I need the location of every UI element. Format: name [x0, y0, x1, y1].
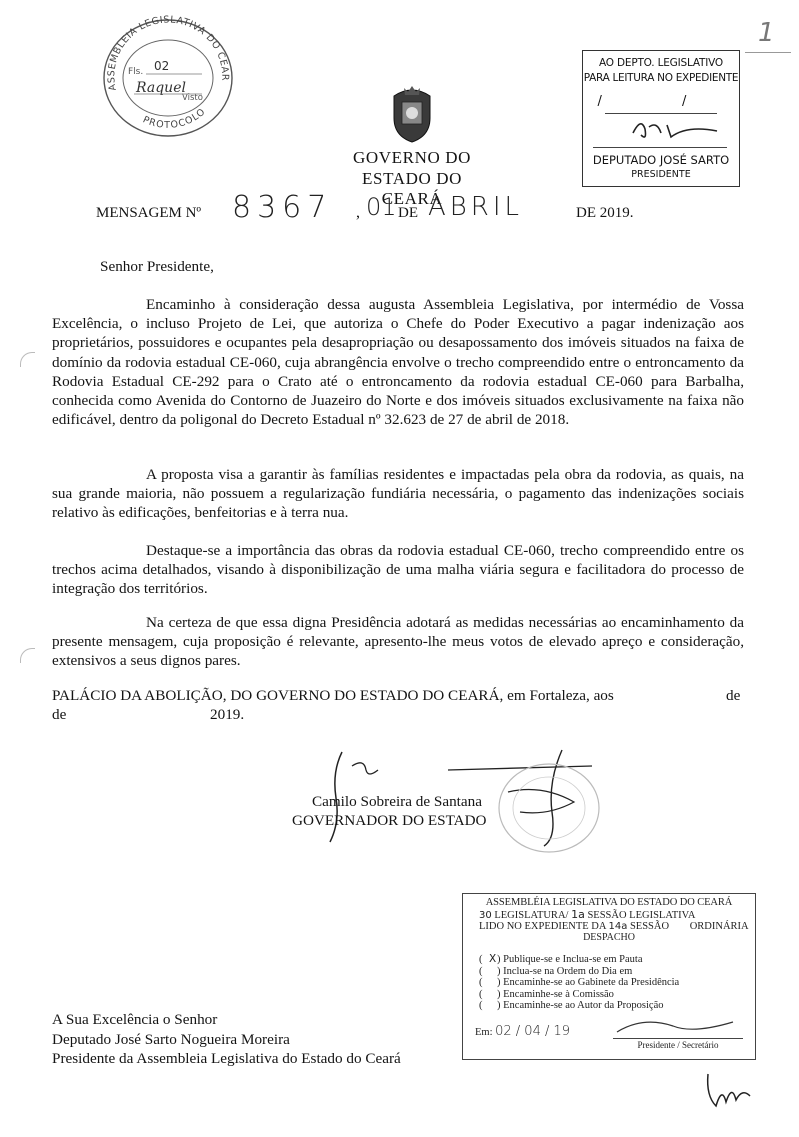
date-label: Em:: [475, 1027, 493, 1038]
expediente-role: PRESIDENTE: [631, 169, 691, 180]
despacho-option: ( X) Publique-se e Inclua-se em Pauta: [479, 953, 643, 965]
session2-label: SESSÃO: [629, 921, 670, 932]
letterhead-line1: GOVERNO DO: [353, 148, 471, 167]
despacho-options: [479, 954, 679, 1012]
paragraph-1: Encaminho à consideração dessa augusta Assembleia Legislativa, por intermédio de Vossa Excelência, o incluso Projeto de Lei, que autoriza o Chefe do Poder Executivo a pagar indenização aos proprietários, possuidores e ocupantes pela desapropriação ou desapossamento dos imóveis situados na faixa de domínio da rodovia estadual CE-060, cuja abrangência envolve o trecho compreendido entre o entroncamento da Rodovia Estadual CE-292 para o Crato até o entroncamento da rodovia estadual CE-060 para Barbalha, conhecida como Avenida do Contorno de Juazeiro do Norte e dos imóveis situados exclusivamente na faixa não edificável, dentro da poligonal do Decreto Estadual nº 32.623 de 27 de abril de 2018.: [52, 296, 744, 429]
despacho-option: ( ) Encaminhe-se ao Autor da Proposição: [479, 1000, 664, 1012]
fls-value: 02: [154, 59, 170, 73]
expediente-signature: [627, 115, 723, 145]
date-value: 02 / 04 / 19: [495, 1024, 571, 1039]
coat-of-arms: [388, 82, 436, 144]
legislature-label: LEGISLATURA/: [494, 910, 569, 921]
governor-seal: [494, 758, 604, 858]
signer-name: Camilo Sobreira de Santana: [312, 793, 482, 810]
mensagem-month: ABRIL: [428, 192, 524, 222]
despacho-option: ( ) Encaminhe-se ao Gabinete da Presidência: [479, 977, 680, 989]
visto-label: Visto: [182, 93, 203, 103]
mensagem-de: DE: [398, 205, 418, 221]
expediente-date-blank: / /: [597, 94, 725, 109]
ordinaria-label: ORDINÁRIA: [689, 921, 749, 932]
addressee: [52, 1010, 401, 1069]
session2-num: 14a: [608, 921, 628, 932]
despacho-role: Presidente / Secretário: [637, 1040, 719, 1050]
protocol-stamp-graphic: [98, 12, 238, 140]
signer-title: GOVERNADOR DO ESTADO: [292, 812, 487, 829]
page-number-underline: [745, 52, 791, 53]
session-num: 1a: [571, 908, 585, 921]
palace-line1: PALÁCIO DA ABOLIÇÃO, DO GOVERNO DO ESTADO DO CEARÁ, em Fortaleza, aos: [52, 687, 614, 704]
paragraph-4: Na certeza de que essa digna Presidência adotará as medidas necessárias ao encaminhamento da presente mensagem, cuja proposição é relevante, apresento-lhe meus votos de elevado apreço e consideração, extensivos a seus dignos pares.: [52, 614, 744, 670]
despacho-date: [475, 1024, 570, 1039]
paragraph-3: Destaque-se a importância das obras da rodovia estadual CE-060, trecho compreendido entre os trechos acima detalhados, visando à disponibilização de uma malha viária segura e facilitadora do processo de integração dos territórios.: [52, 542, 744, 598]
letterhead-line2: ESTADO DO CEARÁ: [362, 169, 462, 208]
expediente-stamp: [582, 50, 740, 187]
addressee-line1: A Sua Excelência o Senhor: [52, 1011, 218, 1028]
despacho-title: DESPACHO: [583, 932, 635, 943]
mensagem-sep: ,: [356, 204, 360, 221]
protocol-signature: Raquel: [136, 80, 186, 96]
mensagem-number: 8367: [232, 190, 333, 225]
punch-mark-2: [20, 648, 35, 663]
palace-line1-end: de: [726, 687, 741, 704]
paragraph-2: A proposta visa a garantir às famílias residentes e impactadas pela obra da rodovia, as quais, na sua grande maioria, não possuem a regularização fundiária necessária, o pagamento das indenizações sociais relativo às edificações, benfeitorias e à terra nua.: [52, 466, 744, 522]
expediente-signer: DEPUTADO JOSÉ SARTO: [592, 153, 730, 167]
palace-line2-start: de: [52, 706, 67, 723]
palace-line2-year: 2019.: [210, 706, 245, 723]
session-label: SESSÃO LEGISLATIVA: [587, 910, 696, 921]
despacho-signature: [613, 1012, 743, 1040]
page-number: 1: [758, 18, 775, 48]
despacho-stamp: [462, 893, 756, 1060]
protocol-bottom-text: PROTOCOLO: [141, 106, 208, 131]
despacho-line3: [463, 921, 755, 932]
despacho-line2: [463, 908, 755, 921]
protocol-ring-text: ASSEMBLEIA LEGISLATIVA DO CEAR: [106, 14, 231, 92]
despacho-option: ( ) Inclua-se na Ordem do Dia em: [479, 965, 633, 977]
checked-mark: X: [489, 953, 497, 965]
despacho-option: ( ) Encaminhe-se à Comissão: [479, 988, 614, 1000]
punch-mark-1: [20, 352, 35, 367]
despacho-line1: ASSEMBLÉIA LEGISLATIVA DO ESTADO DO CEARÁ: [485, 897, 733, 908]
protocol-stamp: [98, 12, 238, 140]
legislature-num: 30: [479, 910, 492, 921]
salutation: Senhor Presidente,: [100, 258, 214, 275]
mensagem-day: 01: [366, 193, 397, 221]
initials-scribble: [702, 1066, 762, 1116]
mensagem-year: DE 2019.: [576, 205, 634, 221]
expediente-line1: AO DEPTO. LEGISLATIVO: [599, 57, 723, 69]
lido-label: LIDO NO EXPEDIENTE DA: [479, 921, 606, 932]
expediente-line2: PARA LEITURA NO EXPEDIENTE: [583, 72, 739, 84]
addressee-line3: Presidente da Assembleia Legislativa do Estado do Ceará: [52, 1050, 401, 1067]
svg-text:PROTOCOLO: [141, 106, 208, 131]
addressee-line2: Deputado José Sarto Nogueira Moreira: [52, 1030, 290, 1048]
mensagem-label: MENSAGEM Nº: [96, 205, 202, 221]
fls-label: Fls.: [128, 67, 144, 77]
